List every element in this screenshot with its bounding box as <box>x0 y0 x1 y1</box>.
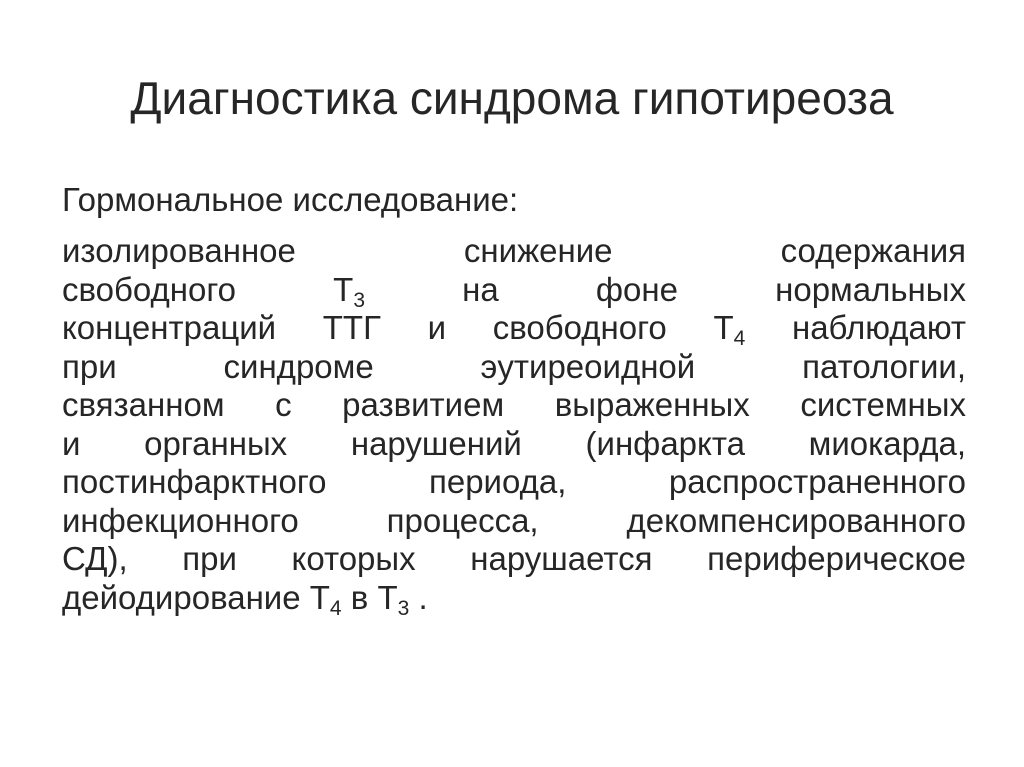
body-text: постинфарктного периода, распространенного <box>62 463 966 500</box>
body-text: . <box>409 578 428 616</box>
body-text: концентраций ТТГ и свободного Т <box>62 309 734 346</box>
body-text: связанном с развитием выраженных системных <box>62 386 966 423</box>
body-text: на фоне нормальных <box>365 270 966 308</box>
body-line <box>62 502 966 541</box>
section-heading: Гормональное исследование: <box>62 181 519 218</box>
body-text: СД), при которых нарушается периферическое <box>62 540 966 577</box>
body-line <box>62 309 966 348</box>
subscript: 4 <box>329 596 342 620</box>
body-line <box>62 463 966 502</box>
body-line <box>62 386 966 425</box>
body-line <box>62 579 966 618</box>
body-text: свободного Т <box>62 270 354 308</box>
body-text: наблюдают <box>745 309 966 346</box>
body-line <box>62 232 966 271</box>
body-text: инфекционного процесса, декомпенсированного <box>62 501 966 539</box>
body-line <box>62 425 966 464</box>
body-line <box>62 271 966 310</box>
body-text: дейодирование Т <box>62 578 330 616</box>
body-line <box>62 540 966 579</box>
subscript: 3 <box>397 596 410 620</box>
subscript: 3 <box>353 288 366 312</box>
slide-content <box>62 178 966 620</box>
body-text: и органных нарушений (инфаркта миокарда, <box>62 424 966 462</box>
body-line <box>62 348 966 387</box>
slide-title: Диагностика синдрома гипотиреоза <box>130 72 894 124</box>
subscript: 4 <box>733 327 746 350</box>
body-text: в Т <box>341 578 398 616</box>
body-text: при синдроме эутиреоидной патологии, <box>62 347 966 385</box>
body-text: изолированное снижение содержания <box>62 232 966 269</box>
body-paragraph <box>62 232 966 620</box>
